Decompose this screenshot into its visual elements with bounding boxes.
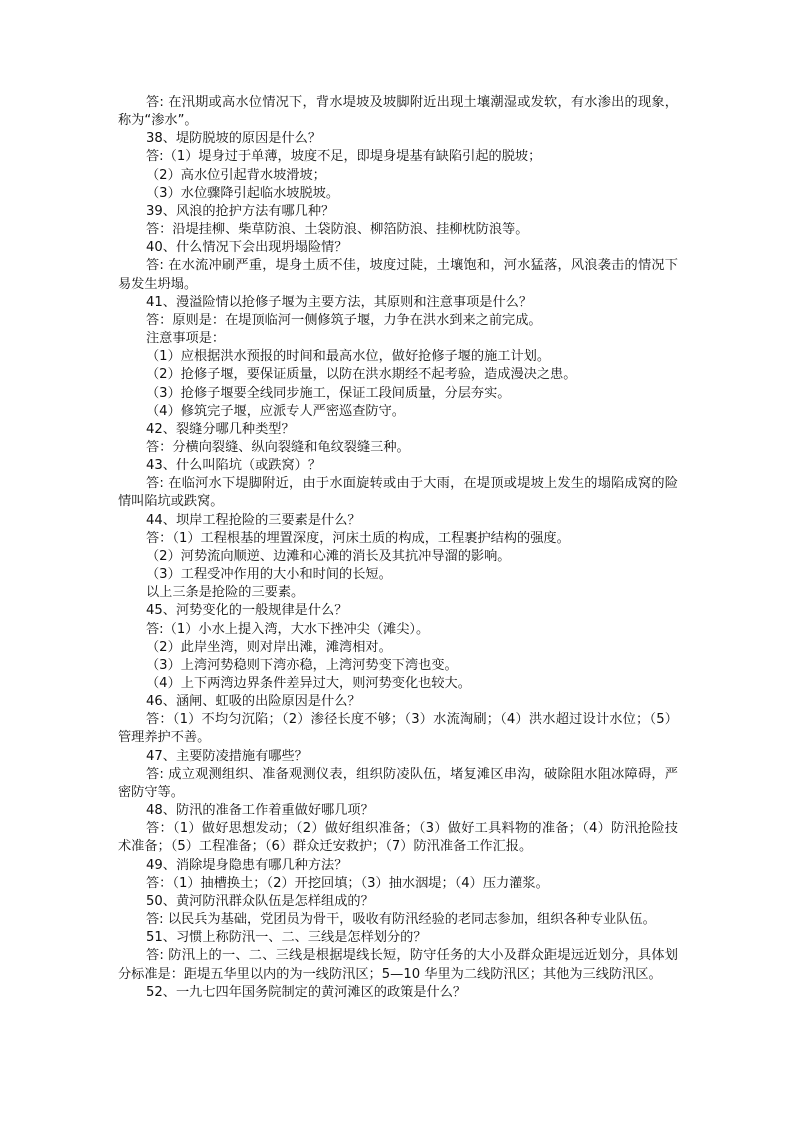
paragraph: 答：（1）抽槽换土；（2）开挖回填；（3）抽水洇堤；（4）压力灌浆。: [146, 875, 549, 891]
paragraph: （2）高水位引起背水坡滑坡；: [146, 167, 326, 183]
paragraph: 答：（1）工程根基的埋置深度，河床土质的构成，工程裹护结构的强度。: [146, 530, 570, 546]
paragraph: （3）水位骤降引起临水坡脱坡。: [146, 185, 340, 201]
paragraph: 答: 以民兵为基础，党团员为骨干，吸收有防汛经验的老同志参加，组织各种专业队伍。: [146, 912, 656, 928]
paragraph: 45、河势变化的一般规律是什么？: [146, 603, 348, 619]
paragraph: （2）河势流向顺逆、边滩和心滩的消长及其抗冲导溜的影响。: [146, 548, 511, 564]
paragraph: 46、涵闸、虹吸的出险原因是什么？: [146, 694, 361, 710]
paragraph: （4）修筑完子堰，应派专人严密巡查防守。: [146, 403, 405, 419]
paragraph: 50、黄河防汛群众队伍是怎样组成的？: [146, 893, 374, 909]
paragraph: 答: 成立观测组织、准备观测仪表，组织防凌队伍，堵复滩区串沟，破除阻水阻冰障碍，严密防守等。: [118, 766, 678, 800]
paragraph: 答：（1）做好思想发动；（2）做好组织准备；（3）做好工具料物的准备；（4）防汛抢险技术准备；（5）工程准备；（6）群众迁安救护；（7）防汛准备工作汇报。: [118, 821, 678, 855]
paragraph: （1）应根据洪水预报的时间和最高水位，做好抢修子堰的施工计划。: [146, 349, 551, 365]
paragraph: 47、主要防凌措施有哪些？: [146, 748, 308, 764]
paragraph: 42、裂缝分哪几种类型？: [146, 421, 295, 437]
paragraph: （4）上下两湾边界条件差异过大，则河势变化也较大。: [146, 676, 471, 691]
paragraph: 答: 防汛上的一、二、三线是根据堤线长短，防守任务的大小及群众距堤远近划分，具体划分标准是：距堤五华里以内的为一线防汛区；5—10 华里为二线防汛区；其他为三线防汛区。: [118, 948, 678, 982]
paragraph: 41、漫溢险情以抢修子堰为主要方法，其原则和注意事项是什么？: [146, 294, 533, 310]
paragraph: 52、一九七四年国务院制定的黄河滩区的政策是什么？: [146, 984, 467, 1000]
paragraph: 44、坝岸工程抢险的三要素是什么？: [146, 512, 361, 528]
paragraph: 答:（1）小水上提入湾，大水下挫冲尖（滩尖）。: [146, 621, 430, 637]
paragraph: 答:（1）堤身过于单薄，坡度不足，即堤身堤基有缺陷引起的脱坡；: [146, 149, 542, 165]
paragraph: 答: 在临河水下堤脚附近，由于水面旋转或由于大雨，在堤顶或堤坡上发生的塌陷成窝的险情叫陷坑或跌窝。: [118, 476, 678, 510]
paragraph: （2）抢修子堰，要保证质量，以防在洪水期经不起考验，造成漫决之患。: [146, 367, 577, 383]
paragraph: 43、什么叫陷坑（或跌窝）？: [146, 458, 322, 474]
paragraph: （3）工程受冲作用的大小和时间的长短。: [146, 567, 392, 583]
paragraph: （3）抢修子堰要全线同步施工，保证工段间质量，分层夯实。: [146, 385, 511, 401]
document-body: [118, 94, 678, 1002]
paragraph: （3）上湾河势稳则下湾亦稳，上湾河势变下湾也变。: [146, 657, 458, 673]
paragraph: 答: 在水流冲刷严重，堤身土质不佳，坡度过陡，土壤饱和，河水猛落，风浪袭击的情况下易发生坍塌。: [118, 258, 678, 292]
paragraph: （2）此岸坐湾，则对岸出滩，滩湾相对。: [146, 639, 392, 655]
paragraph: 注意事项是：: [146, 331, 226, 347]
paragraph: 答：沿堤挂柳、柴草防浪、土袋防浪、柳箔防浪、挂柳枕防浪等。: [146, 222, 529, 238]
paragraph: 40、什么情况下会出现坍塌险情？: [146, 240, 348, 256]
paragraph: 答: 在汛期或高水位情况下，背水堤坡及坡脚附近出现土壤潮湿或发软，有水渗出的现象，称为“渗水”。: [118, 95, 678, 129]
paragraph: 39、风浪的抢护方法有哪几种？: [146, 203, 335, 219]
paragraph: 51、习惯上称防汛一、二、三线是怎样划分的？: [146, 930, 427, 946]
paragraph: 48、防汛的准备工作着重做好哪几项？: [146, 803, 374, 819]
paragraph: 答：原则是：在堤顶临河一侧修筑子堰，力争在洪水到来之前完成。: [146, 312, 542, 328]
paragraph: 以上三条是抢险的三要素。: [146, 585, 305, 601]
paragraph: 答：（1）不均匀沉陷；（2）渗径长度不够；（3）水流淘刷；（4）洪水超过设计水位；（5）管理养护不善。: [118, 712, 678, 746]
paragraph: 38、堤防脱坡的原因是什么？: [146, 131, 322, 147]
paragraph: 49、消除堤身隐患有哪几种方法？: [146, 857, 348, 873]
paragraph: 答：分横向裂缝、纵向裂缝和龟纹裂缝三种。: [146, 439, 410, 455]
